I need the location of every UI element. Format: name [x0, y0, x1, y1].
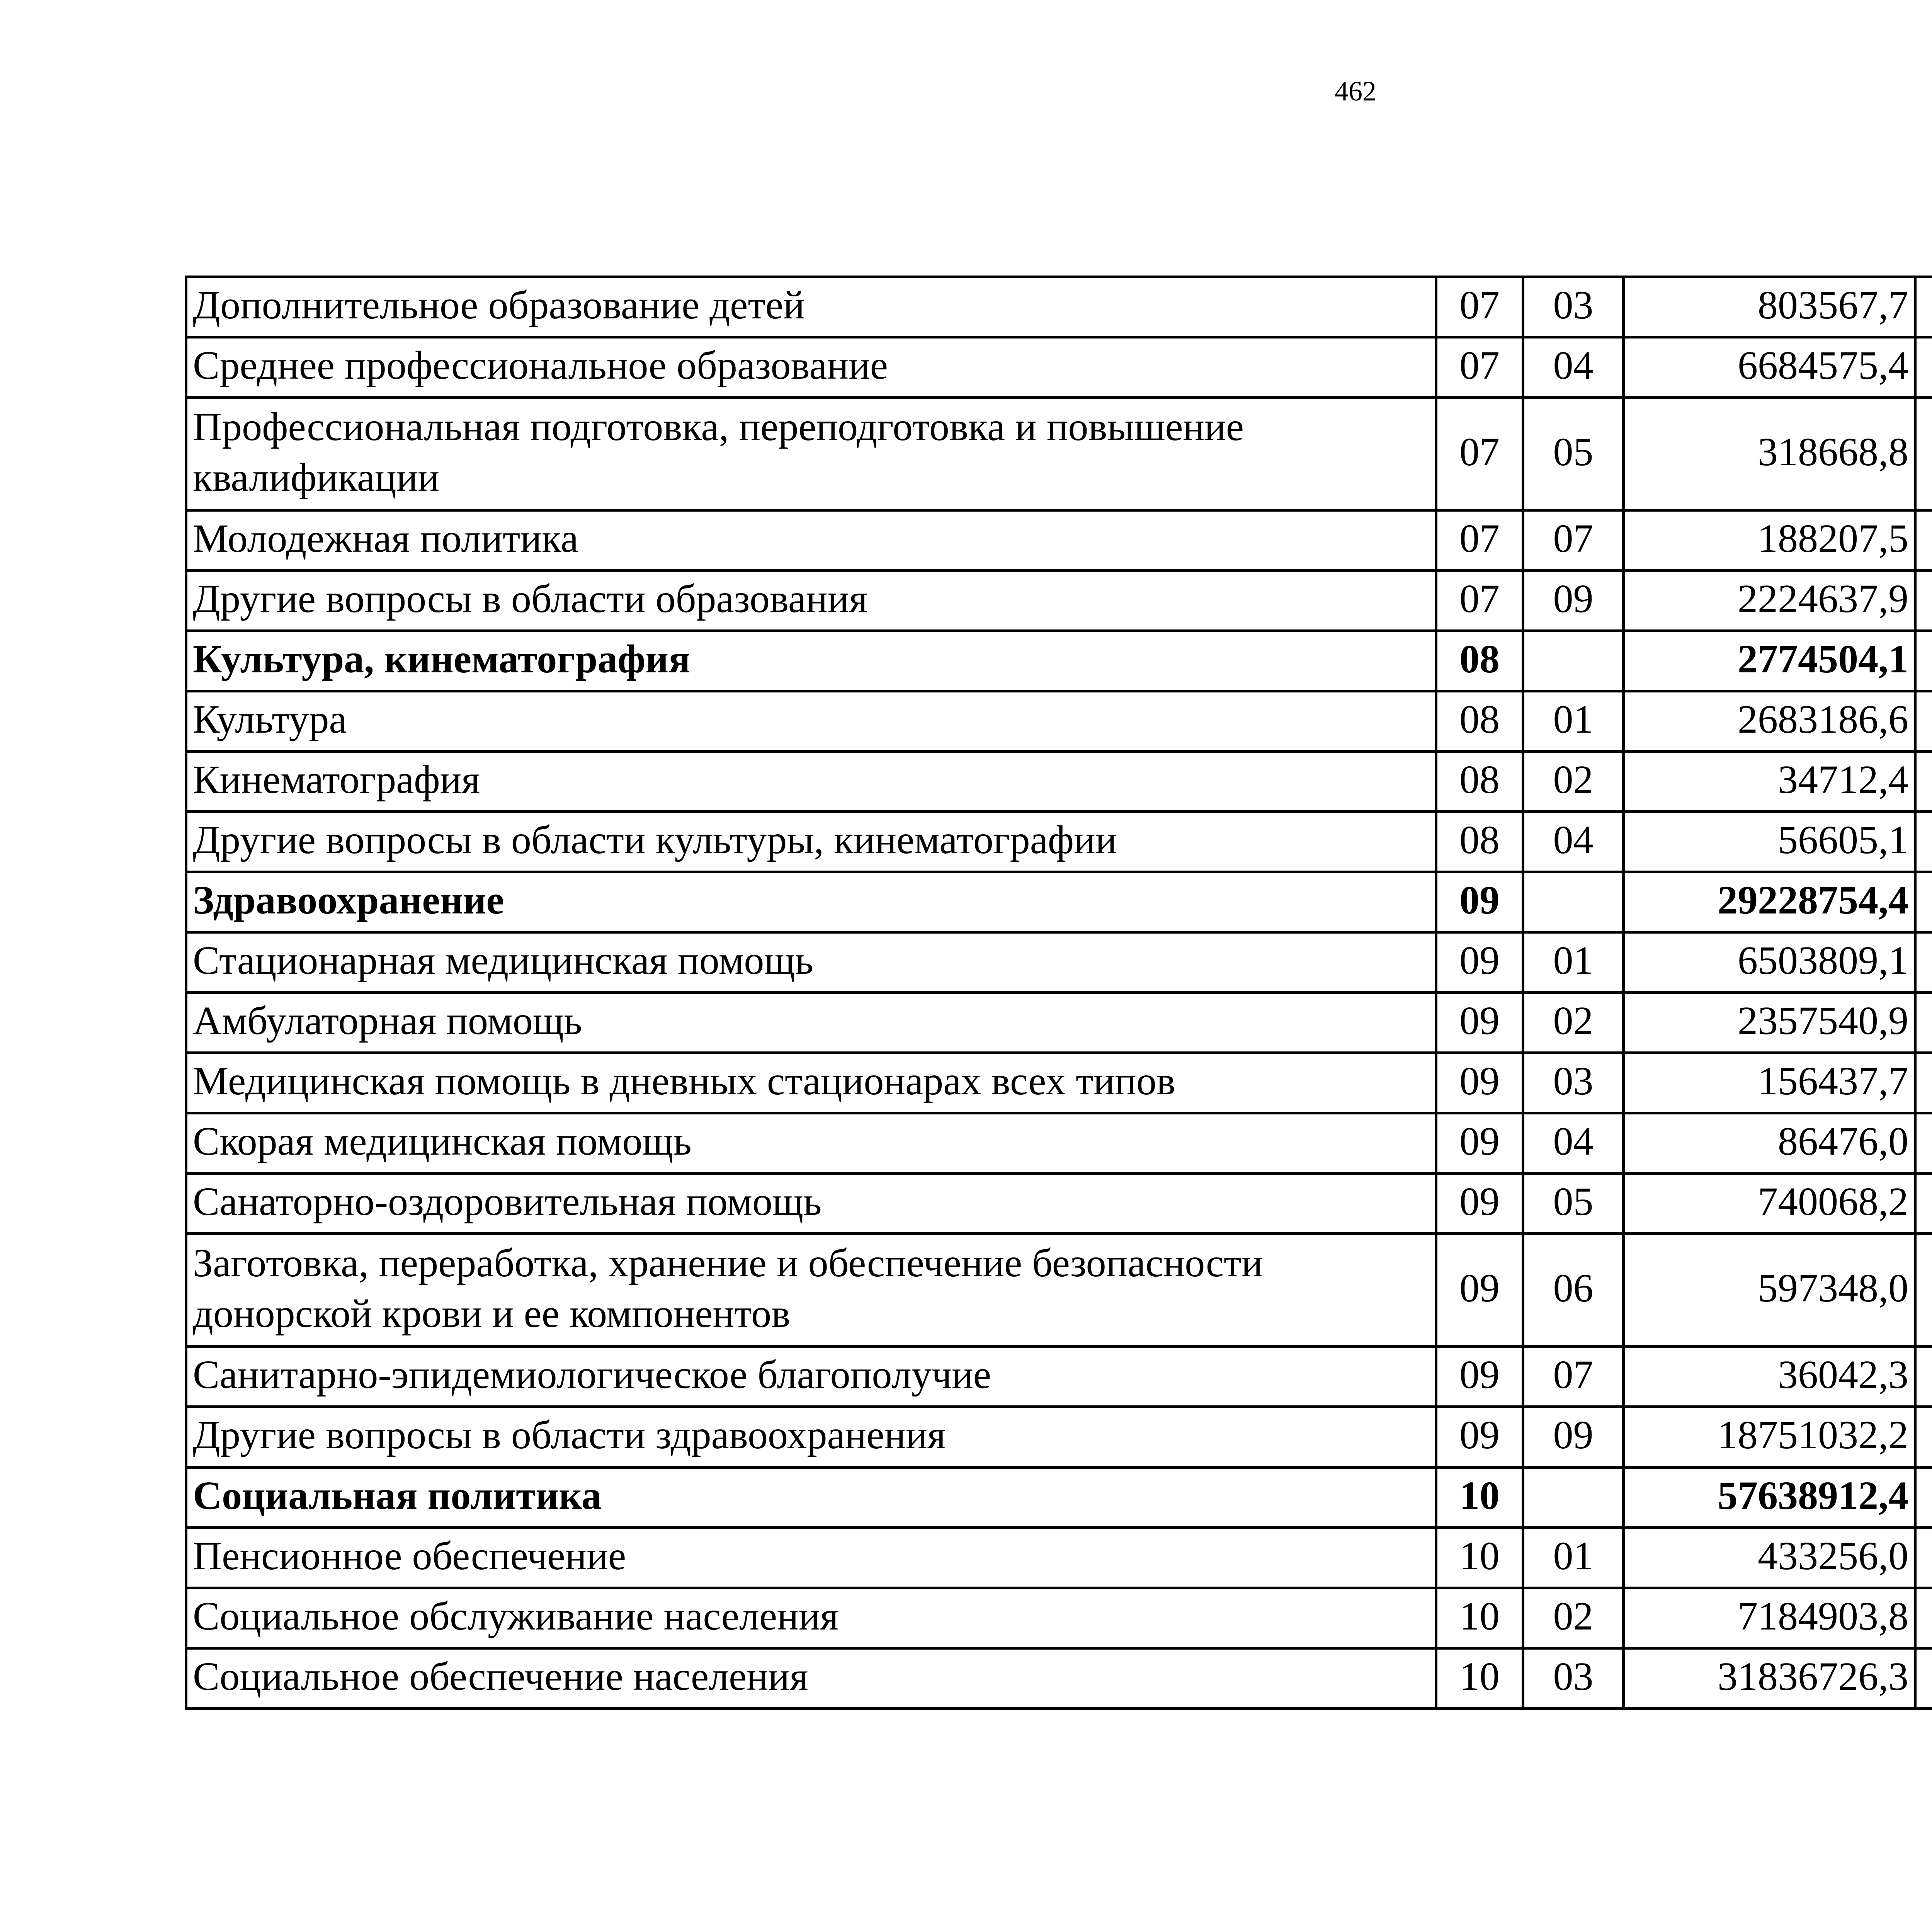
- value-year-2: [1915, 631, 1932, 691]
- value-year-1: 6503809,1: [1624, 932, 1915, 993]
- value-year-2: [1915, 1113, 1932, 1174]
- section-code: 07: [1436, 398, 1523, 510]
- value-year-1: 2774504,1: [1624, 631, 1915, 691]
- section-code: 09: [1436, 932, 1523, 993]
- value-year-1: 7184903,8: [1624, 1588, 1915, 1648]
- subsection-code: 02: [1523, 1588, 1624, 1648]
- row-name: Культура: [186, 691, 1436, 752]
- table-row: [186, 993, 1932, 1053]
- subsection-code: 04: [1523, 812, 1624, 872]
- subsection-code: 03: [1523, 277, 1624, 337]
- value-year-2: [1915, 1053, 1932, 1113]
- value-year-2: [1915, 510, 1932, 571]
- subsection-code: [1523, 1467, 1624, 1527]
- subsection-code: 04: [1523, 1113, 1624, 1174]
- subsection-code: 01: [1523, 932, 1624, 993]
- table-row: [186, 872, 1932, 932]
- row-name: Пенсионное обеспечение: [186, 1527, 1436, 1588]
- section-code: 10: [1436, 1588, 1523, 1648]
- value-year-1: 318668,8: [1624, 398, 1915, 510]
- value-year-1: 56605,1: [1624, 812, 1915, 872]
- section-code: 09: [1436, 1347, 1523, 1407]
- row-name: Санитарно-эпидемиологическое благополучие: [186, 1347, 1436, 1407]
- value-year-2: [1915, 993, 1932, 1053]
- value-year-1: 597348,0: [1624, 1234, 1915, 1347]
- value-year-2: [1915, 1467, 1932, 1527]
- table-row: [186, 337, 1932, 398]
- value-year-2: [1915, 1234, 1932, 1347]
- row-name: Молодежная политика: [186, 510, 1436, 571]
- section-code: 09: [1436, 1407, 1523, 1467]
- value-year-1: 34712,4: [1624, 752, 1915, 812]
- value-year-1: 2224637,9: [1624, 571, 1915, 631]
- table-row: [186, 1648, 1932, 1708]
- table-row: [186, 571, 1932, 631]
- value-year-2: [1915, 1588, 1932, 1648]
- subsection-code: 03: [1523, 1648, 1624, 1708]
- section-code: 08: [1436, 691, 1523, 752]
- value-year-2: [1915, 932, 1932, 993]
- value-year-1: 31836726,3: [1624, 1648, 1915, 1708]
- table-row: [186, 1174, 1932, 1234]
- subsection-code: 05: [1523, 398, 1624, 510]
- value-year-1: 57638912,4: [1624, 1467, 1915, 1527]
- section-code: 07: [1436, 510, 1523, 571]
- subsection-code: 03: [1523, 1053, 1624, 1113]
- value-year-2: [1915, 812, 1932, 872]
- table-row: [186, 752, 1932, 812]
- section-code: 10: [1436, 1467, 1523, 1527]
- value-year-1: 36042,3: [1624, 1347, 1915, 1407]
- table-body: [186, 277, 1932, 1709]
- section-code: 10: [1436, 1648, 1523, 1708]
- section-code: 09: [1436, 872, 1523, 932]
- value-year-2: [1915, 691, 1932, 752]
- table-row: [186, 691, 1932, 752]
- value-year-1: 29228754,4: [1624, 872, 1915, 932]
- row-name: Другие вопросы в области образования: [186, 571, 1436, 631]
- table-row: [186, 1527, 1932, 1588]
- value-year-2: [1915, 398, 1932, 510]
- table-row: [186, 631, 1932, 691]
- section-code: 07: [1436, 571, 1523, 631]
- row-name: Заготовка, переработка, хранение и обеспечение безопасности донорской крови и ее компонентов: [186, 1234, 1436, 1347]
- row-name: Социальная политика: [186, 1467, 1436, 1527]
- subsection-code: 09: [1523, 571, 1624, 631]
- table-row: [186, 1053, 1932, 1113]
- table-row: [186, 510, 1932, 571]
- section-code: 08: [1436, 752, 1523, 812]
- row-name: Профессиональная подготовка, переподготовка и повышение квалификации: [186, 398, 1436, 510]
- value-year-2: [1915, 1347, 1932, 1407]
- budget-table: [185, 276, 1932, 1710]
- value-year-2: [1915, 1174, 1932, 1234]
- subsection-code: [1523, 872, 1624, 932]
- value-year-2: [1915, 872, 1932, 932]
- subsection-code: 02: [1523, 752, 1624, 812]
- table-row: [186, 1588, 1932, 1648]
- section-code: 09: [1436, 993, 1523, 1053]
- value-year-1: 740068,2: [1624, 1174, 1915, 1234]
- row-name: Дополнительное образование детей: [186, 277, 1436, 337]
- subsection-code: 01: [1523, 1527, 1624, 1588]
- section-code: 08: [1436, 812, 1523, 872]
- value-year-2: [1915, 1648, 1932, 1708]
- value-year-2: [1915, 752, 1932, 812]
- value-year-2: [1915, 1407, 1932, 1467]
- subsection-code: 07: [1523, 510, 1624, 571]
- subsection-code: 09: [1523, 1407, 1624, 1467]
- table-row: [186, 1407, 1932, 1467]
- section-code: 07: [1436, 277, 1523, 337]
- row-name: Здравоохранение: [186, 872, 1436, 932]
- value-year-2: [1915, 1527, 1932, 1588]
- value-year-2: [1915, 337, 1932, 398]
- value-year-1: 2357540,9: [1624, 993, 1915, 1053]
- section-code: 09: [1436, 1234, 1523, 1347]
- value-year-2: [1915, 277, 1932, 337]
- table-row: [186, 932, 1932, 993]
- value-year-1: 156437,7: [1624, 1053, 1915, 1113]
- table-row: [186, 1234, 1932, 1347]
- row-name: Социальное обеспечение населения: [186, 1648, 1436, 1708]
- table-row: [186, 277, 1932, 337]
- row-name: Другие вопросы в области культуры, кинематографии: [186, 812, 1436, 872]
- value-year-1: 2683186,6: [1624, 691, 1915, 752]
- table-row: [186, 1113, 1932, 1174]
- row-name: Стационарная медицинская помощь: [186, 932, 1436, 993]
- row-name: Скорая медицинская помощь: [186, 1113, 1436, 1174]
- row-name: Среднее профессиональное образование: [186, 337, 1436, 398]
- value-year-1: 86476,0: [1624, 1113, 1915, 1174]
- value-year-1: 803567,7: [1624, 277, 1915, 337]
- table-row: [186, 398, 1932, 510]
- value-year-2: [1915, 571, 1932, 631]
- subsection-code: 05: [1523, 1174, 1624, 1234]
- subsection-code: 04: [1523, 337, 1624, 398]
- section-code: 10: [1436, 1527, 1523, 1588]
- subsection-code: 02: [1523, 993, 1624, 1053]
- subsection-code: 01: [1523, 691, 1624, 752]
- value-year-1: 18751032,2: [1624, 1407, 1915, 1467]
- row-name: Другие вопросы в области здравоохранения: [186, 1407, 1436, 1467]
- section-code: 08: [1436, 631, 1523, 691]
- subsection-code: 07: [1523, 1347, 1624, 1407]
- table-row: [186, 1467, 1932, 1527]
- row-name: Медицинская помощь в дневных стационарах всех типов: [186, 1053, 1436, 1113]
- value-year-1: 188207,5: [1624, 510, 1915, 571]
- value-year-1: 433256,0: [1624, 1527, 1915, 1588]
- section-code: 09: [1436, 1174, 1523, 1234]
- page-number: 462: [1335, 76, 1376, 107]
- row-name: Социальное обслуживание населения: [186, 1588, 1436, 1648]
- table-row: [186, 1347, 1932, 1407]
- subsection-code: 06: [1523, 1234, 1624, 1347]
- subsection-code: [1523, 631, 1624, 691]
- table-row: [186, 812, 1932, 872]
- row-name: Амбулаторная помощь: [186, 993, 1436, 1053]
- row-name: Культура, кинематография: [186, 631, 1436, 691]
- value-year-1: 6684575,4: [1624, 337, 1915, 398]
- row-name: Санаторно-оздоровительная помощь: [186, 1174, 1436, 1234]
- section-code: 07: [1436, 337, 1523, 398]
- row-name: Кинематография: [186, 752, 1436, 812]
- section-code: 09: [1436, 1053, 1523, 1113]
- section-code: 09: [1436, 1113, 1523, 1174]
